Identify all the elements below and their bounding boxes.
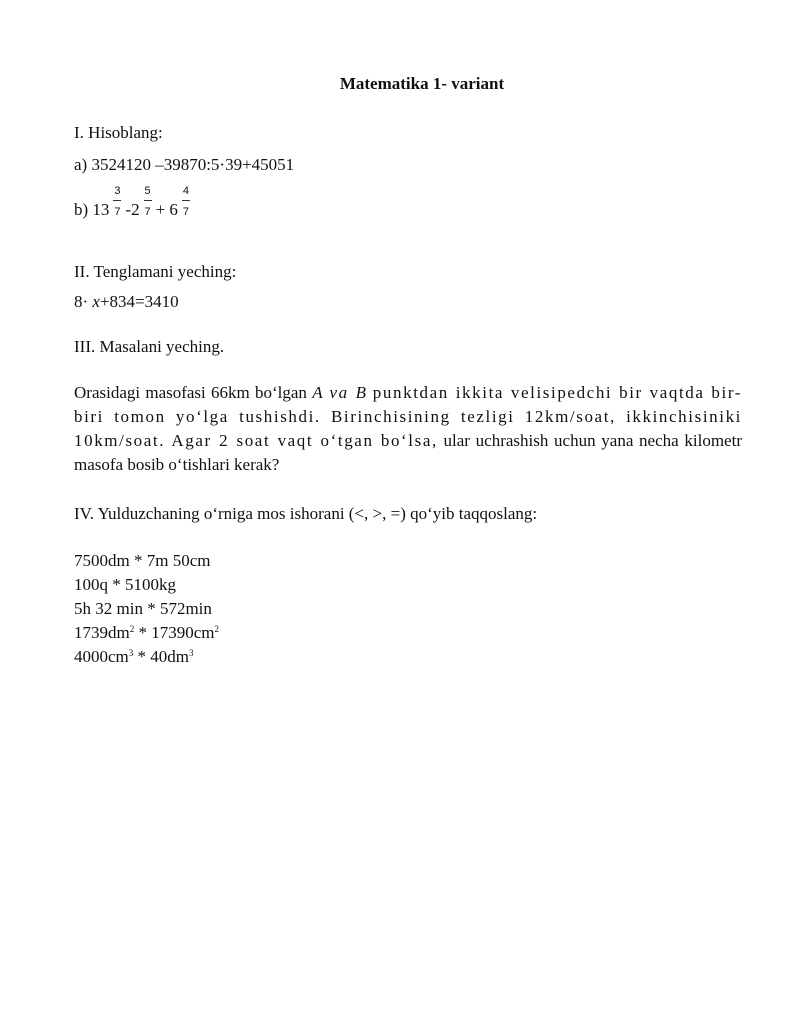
equation — [74, 292, 179, 312]
fraction-numerator: 4 — [182, 185, 189, 197]
comparison-left: 4000cm — [74, 647, 129, 666]
comparison-item-5 — [74, 647, 194, 667]
section-3-heading: III. Masalani yeching. — [74, 337, 225, 356]
exponent: 2 — [214, 624, 220, 634]
fraction-3-7 — [112, 186, 122, 220]
section-1-heading: I. Hisoblang: — [74, 123, 163, 142]
comparison-item-2: 100q * 5100kg — [74, 575, 176, 594]
word-va: va — [322, 383, 356, 402]
exponent: 3 — [189, 648, 194, 658]
fraction-bar — [113, 200, 121, 201]
fraction-denominator: 7 — [114, 206, 121, 218]
fraction-bar — [144, 200, 152, 201]
fraction-numerator: 3 — [114, 185, 121, 197]
task-1b-minus-2: -2 — [125, 200, 140, 219]
fraction-denominator: 7 — [182, 206, 189, 218]
comparison-left: 1739dm — [74, 623, 130, 642]
point-b: B — [355, 383, 366, 402]
exponent: 3 — [128, 648, 134, 658]
word-problem-part-1: Orasidagi masofasi 66km bo‘lgan — [74, 383, 313, 402]
fraction-5-7 — [143, 186, 153, 220]
task-1b-plus-6: + 6 — [155, 200, 178, 219]
word-problem — [74, 381, 742, 477]
point-a: A — [312, 383, 323, 402]
task-1a: a) 3524120 –39870:5·39+45051 — [74, 155, 295, 174]
fraction-numerator: 5 — [144, 185, 151, 197]
word-problem-part-2: punktdan ikkita velisipedchi bir vaqtda bir-biri tomon yo‘lga tushishdi. Birinchisining tezligi 12km/soat, ikkinchisiniki 10km/soat. Agar 2 soat vaqt o‘tgan bo‘lsa, — [74, 383, 743, 450]
equation-prefix: 8· — [74, 292, 93, 311]
section-4-heading: IV. Yulduzchaning o‘rniga mos ishorani (<, >, =) qo‘yib taqqoslang: — [74, 504, 538, 523]
equation-variable: x — [92, 292, 100, 311]
fraction-4-7 — [181, 186, 191, 220]
page-title: Matematika 1- variant — [339, 74, 505, 93]
fraction-bar — [182, 200, 190, 201]
exponent: 2 — [129, 624, 135, 634]
comparison-item-3: 5h 32 min * 572min — [74, 599, 212, 618]
task-1b-prefix: b) 13 — [74, 200, 110, 219]
task-1b — [74, 186, 194, 220]
fraction-denominator: 7 — [144, 206, 151, 218]
equation-rest: +834=3410 — [99, 292, 179, 311]
comparison-right: * 17390cm — [134, 623, 215, 642]
section-2-heading: II. Tenglamani yeching: — [74, 262, 237, 281]
comparison-right: * 40dm — [133, 647, 190, 666]
comparison-item-1: 7500dm * 7m 50cm — [74, 551, 211, 570]
comparison-item-4 — [74, 623, 219, 643]
word-problem-part-3: ular uchrashish uchun yana necha kilometr masofa bosib o‘tishlari kerak? — [74, 431, 742, 474]
